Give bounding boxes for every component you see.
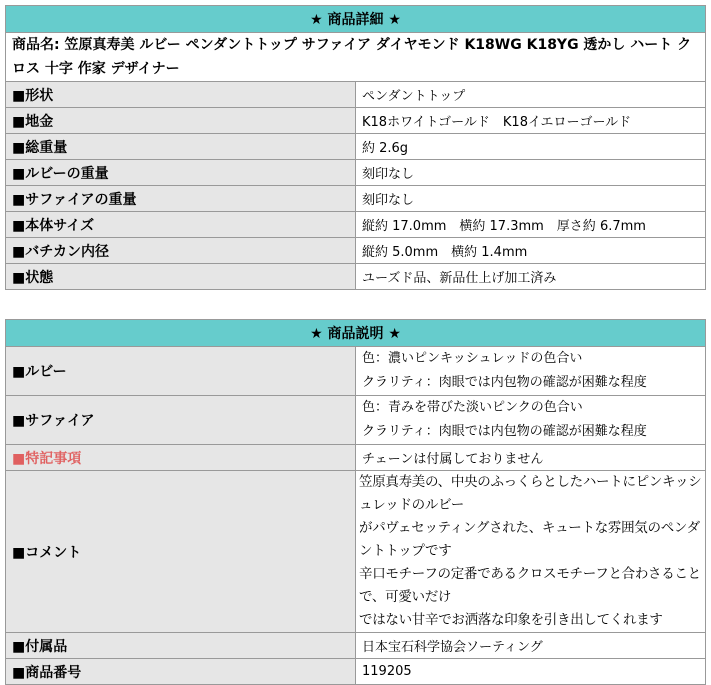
detail-row-metal [6, 108, 706, 134]
ruby-clarity: クラリティ：肉眼では内包物の確認が困難な程度 [362, 375, 647, 390]
detail-row-size [6, 212, 706, 238]
comment-line: 辛口モチーフの定番であるクロスモチーフと合わさることで、可愛いだけ [359, 566, 701, 605]
special-label [6, 445, 356, 471]
comment-line: ではない甘辛でお洒落な印象を引き出してくれます [359, 612, 663, 628]
comment-line: 笠原真寿美の、中央のふっくらとしたハートにピンキッシュレッドのルビー [359, 474, 702, 513]
detail-label: ■総重量 [6, 134, 356, 160]
description-row-item-number [6, 659, 706, 685]
detail-label: ■本体サイズ [6, 212, 356, 238]
description-header: ★ 商品説明 ★ [6, 320, 706, 347]
special-value: チェーンは付属しておりません [356, 445, 706, 471]
description-row-comment [6, 471, 706, 633]
sapphire-label: ■サファイア [6, 396, 356, 445]
sapphire-color: 色：青みを帯びた淡いピンクの色合い [362, 400, 583, 415]
comment-label: ■コメント [6, 471, 356, 633]
detail-row-ruby-weight [6, 160, 706, 186]
description-row-special [6, 445, 706, 471]
accessories-value: 日本宝石科学協会ソーティング [356, 633, 706, 659]
detail-value: ユーズド品、新品仕上げ加工済み [356, 264, 706, 290]
ruby-label: ■ルビー [6, 347, 356, 396]
item-number-label: ■商品番号 [6, 659, 356, 685]
detail-value: 約 2.6g [356, 134, 706, 160]
detail-label: ■ルビーの重量 [6, 160, 356, 186]
accessories-label: ■付属品 [6, 633, 356, 659]
ruby-color: 色：濃いピンキッシュレッドの色合い [362, 351, 583, 366]
detail-row-total-weight [6, 134, 706, 160]
detail-label: ■バチカン内径 [6, 238, 356, 264]
detail-value: 刻印なし [356, 160, 706, 186]
description-row-accessories [6, 633, 706, 659]
sapphire-value [356, 396, 706, 445]
detail-value: ペンダントトップ [356, 82, 706, 108]
product-title: 商品名: 笠原真寿美 ルビー ペンダントトップ サファイア ダイヤモンド K18WG K18YG 透かし ハート クロス 十字 作家 デザイナー [6, 33, 706, 82]
detail-value: K18ホワイトゴールド K18イエローゴールド [356, 108, 706, 134]
detail-label: ■状態 [6, 264, 356, 290]
description-row-ruby [6, 347, 706, 396]
comment-line: がパヴェセッティングされた、キュートな雰囲気のペンダントトップです [359, 520, 700, 559]
detail-row-sapphire-weight [6, 186, 706, 212]
detail-value: 刻印なし [356, 186, 706, 212]
sapphire-clarity: クラリティ：肉眼では内包物の確認が困難な程度 [362, 424, 647, 439]
product-description-table [5, 319, 706, 685]
detail-value: 縦約 17.0mm 横約 17.3mm 厚さ約 6.7mm [356, 212, 706, 238]
detail-row-shape [6, 82, 706, 108]
special-label-mark: ■ [12, 450, 26, 467]
item-number-value: 119205 [356, 659, 706, 685]
comment-value [356, 471, 706, 633]
detail-label: ■地金 [6, 108, 356, 134]
details-header: ★ 商品詳細 ★ [6, 6, 706, 33]
ruby-value [356, 347, 706, 396]
product-details-table [5, 5, 706, 290]
detail-row-bail [6, 238, 706, 264]
description-row-sapphire [6, 396, 706, 445]
special-label-text: 特記事項 [25, 450, 82, 467]
detail-row-condition [6, 264, 706, 290]
detail-label: ■サファイアの重量 [6, 186, 356, 212]
detail-label: ■形状 [6, 82, 356, 108]
detail-value: 縦約 5.0mm 横約 1.4mm [356, 238, 706, 264]
